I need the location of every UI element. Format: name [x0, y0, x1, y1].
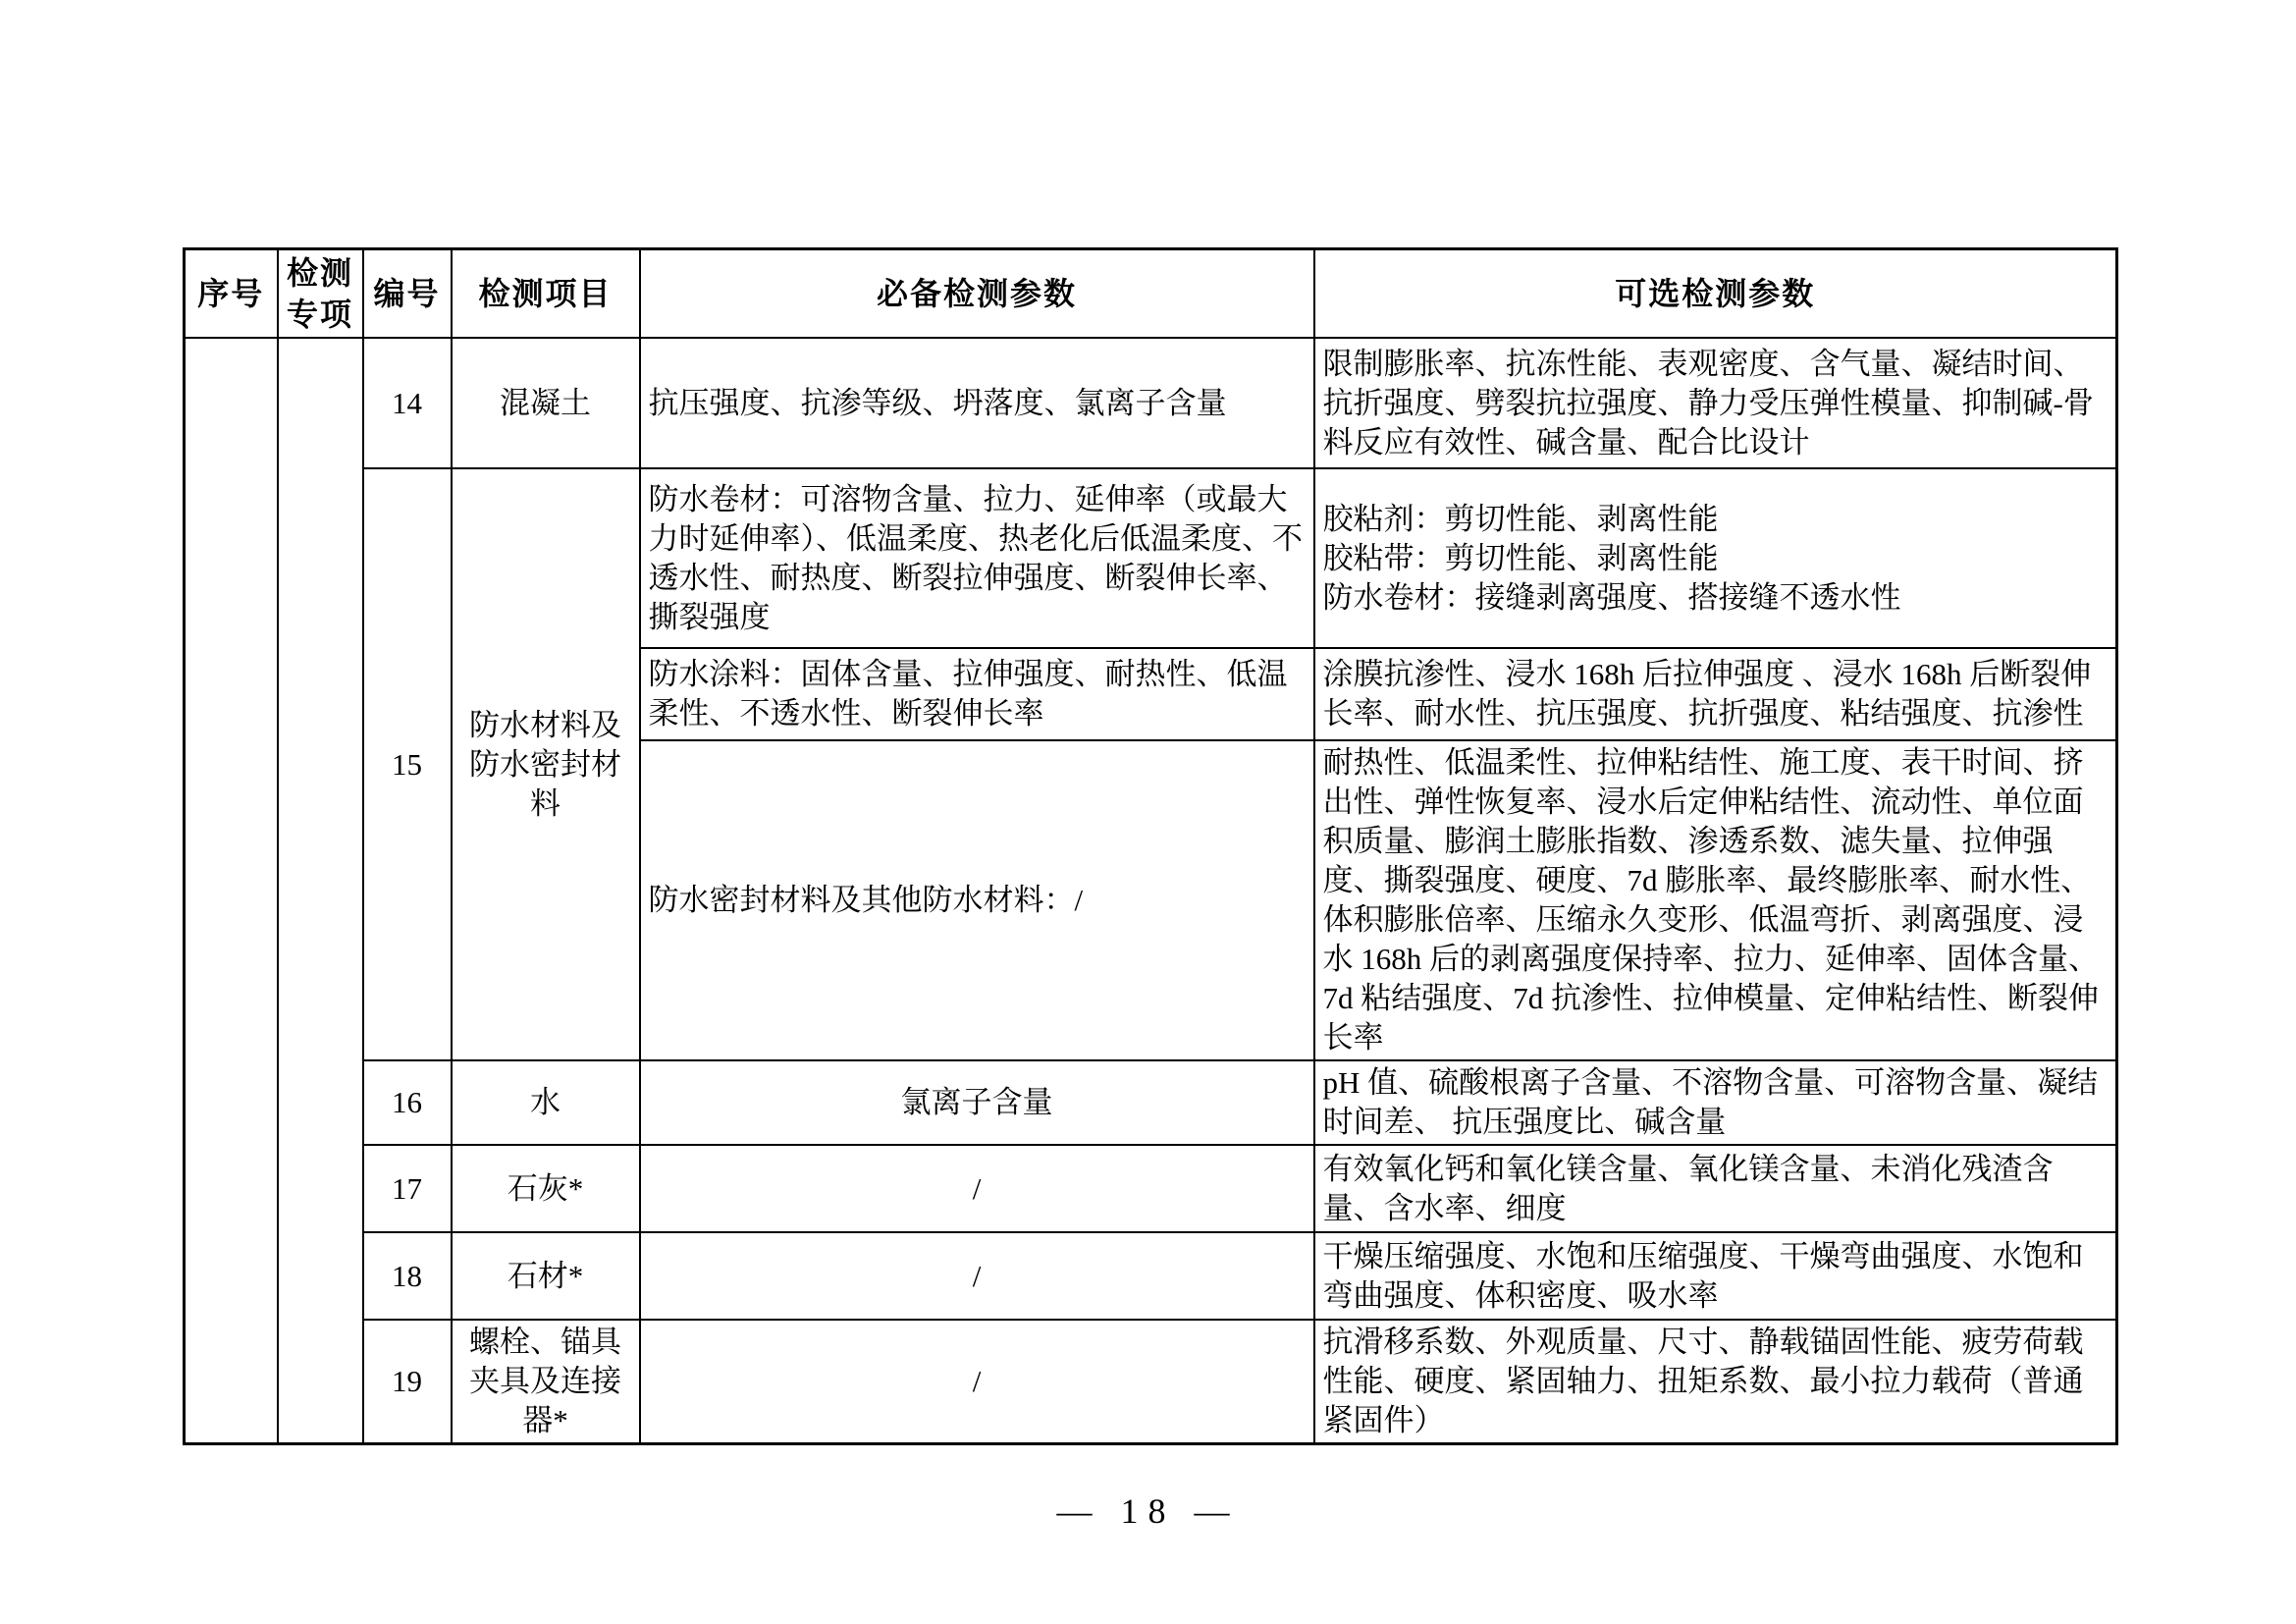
optional-parameters-15a [1314, 468, 2117, 648]
required-parameters-19: / [640, 1320, 1314, 1444]
item-number-19: 19 [363, 1320, 452, 1444]
optional-parameters-17: 有效氧化钙和氧化镁含量、氧化镁含量、未消化残渣含量、含水率、细度 [1314, 1145, 2117, 1232]
required-parameters-18: / [640, 1232, 1314, 1320]
item-number-14: 14 [363, 338, 452, 468]
optional-parameters-18: 干燥压缩强度、水饱和压缩强度、干燥弯曲强度、水饱和弯曲强度、体积密度、吸水率 [1314, 1232, 2117, 1320]
optional-parameters-14: 限制膨胀率、抗冻性能、表观密度、含气量、凝结时间、抗折强度、劈裂抗拉强度、静力受压弹性模量、抑制碱-骨料反应有效性、碱含量、配合比设计 [1314, 338, 2117, 468]
table-row-16 [185, 1060, 2117, 1145]
item-number-16: 16 [363, 1060, 452, 1145]
inspection-item-19: 螺栓、锚具夹具及连接器* [452, 1320, 640, 1444]
inspection-special-cell-empty [278, 338, 363, 1444]
inspection-item-15: 防水材料及防水密封材料 [452, 468, 640, 1060]
required-parameters-16: 氯离子含量 [640, 1060, 1314, 1145]
optional-parameters-15c: 耐热性、低温柔性、拉伸粘结性、施工度、表干时间、挤出性、弹性恢复率、浸水后定伸粘结性、流动性、单位面积质量、膨润土膨胀指数、渗透系数、滤失量、拉伸强度、撕裂强度、硬度、7d 膨胀率、最终膨胀率、耐水性、体积膨胀倍率、压缩永久变形、低温弯折、剥离强度、浸水 168h 后的剥离强度保持率、拉力、延伸率、固体含量、7d 粘结强度、7d 抗渗性、拉伸模量、定伸粘结性、断裂伸长率 [1314, 740, 2117, 1060]
header-inspection-special: 检测专项 [278, 249, 363, 339]
header-optional-parameters: 可选检测参数 [1314, 249, 2117, 339]
optional-parameters-16: pH 值、硫酸根离子含量、不溶物含量、可溶物含量、凝结时间差、 抗压强度比、碱含量 [1314, 1060, 2117, 1145]
optional-line-adhesive-tape: 胶粘带：剪切性能、剥离性能 [1322, 540, 1719, 575]
table-row-15a [185, 468, 2117, 648]
table-row-17 [185, 1145, 2117, 1232]
required-parameters-15b: 防水涂料：固体含量、拉伸强度、耐热性、低温柔性、不透水性、断裂伸长率 [640, 648, 1314, 740]
header-item-number: 编号 [363, 249, 452, 339]
inspection-item-18: 石材* [452, 1232, 640, 1320]
required-parameters-15a: 防水卷材：可溶物含量、拉力、延伸率（或最大力时延伸率）、低温柔度、热老化后低温柔度、不透水性、耐热度、断裂拉伸强度、断裂伸长率、撕裂强度 [640, 468, 1314, 648]
item-number-17: 17 [363, 1145, 452, 1232]
required-parameters-15c: 防水密封材料及其他防水材料：/ [640, 740, 1314, 1060]
table-row-18 [185, 1232, 2117, 1320]
optional-line-waterproof-roll: 防水卷材：接缝剥离强度、搭接缝不透水性 [1322, 579, 1901, 615]
inspection-item-14: 混凝土 [452, 338, 640, 468]
optional-line-adhesive: 胶粘剂：剪切性能、剥离性能 [1322, 501, 1719, 536]
header-serial-number: 序号 [185, 249, 278, 339]
required-parameters-17: / [640, 1145, 1314, 1232]
optional-parameters-19: 抗滑移系数、外观质量、尺寸、静载锚固性能、疲劳荷载性能、硬度、紧固轴力、扭矩系数、最小拉力载荷（普通紧固件） [1314, 1320, 2117, 1444]
inspection-parameters-table [183, 247, 2118, 1445]
required-parameters-14: 抗压强度、抗渗等级、坍落度、氯离子含量 [640, 338, 1314, 468]
table-row-19 [185, 1320, 2117, 1444]
optional-parameters-15b: 涂膜抗渗性、浸水 168h 后拉伸强度 、浸水 168h 后断裂伸长率、耐水性、抗压强度、抗折强度、粘结强度、抗渗性 [1314, 648, 2117, 740]
serial-number-cell-empty [185, 338, 278, 1444]
inspection-item-17: 石灰* [452, 1145, 640, 1232]
page-number: — 18 — [1056, 1491, 1240, 1531]
header-inspection-item: 检测项目 [452, 249, 640, 339]
table-header-row [185, 249, 2117, 339]
table-row-14 [185, 338, 2117, 468]
inspection-item-16: 水 [452, 1060, 640, 1145]
item-number-15: 15 [363, 468, 452, 1060]
header-required-parameters: 必备检测参数 [640, 249, 1314, 339]
item-number-18: 18 [363, 1232, 452, 1320]
